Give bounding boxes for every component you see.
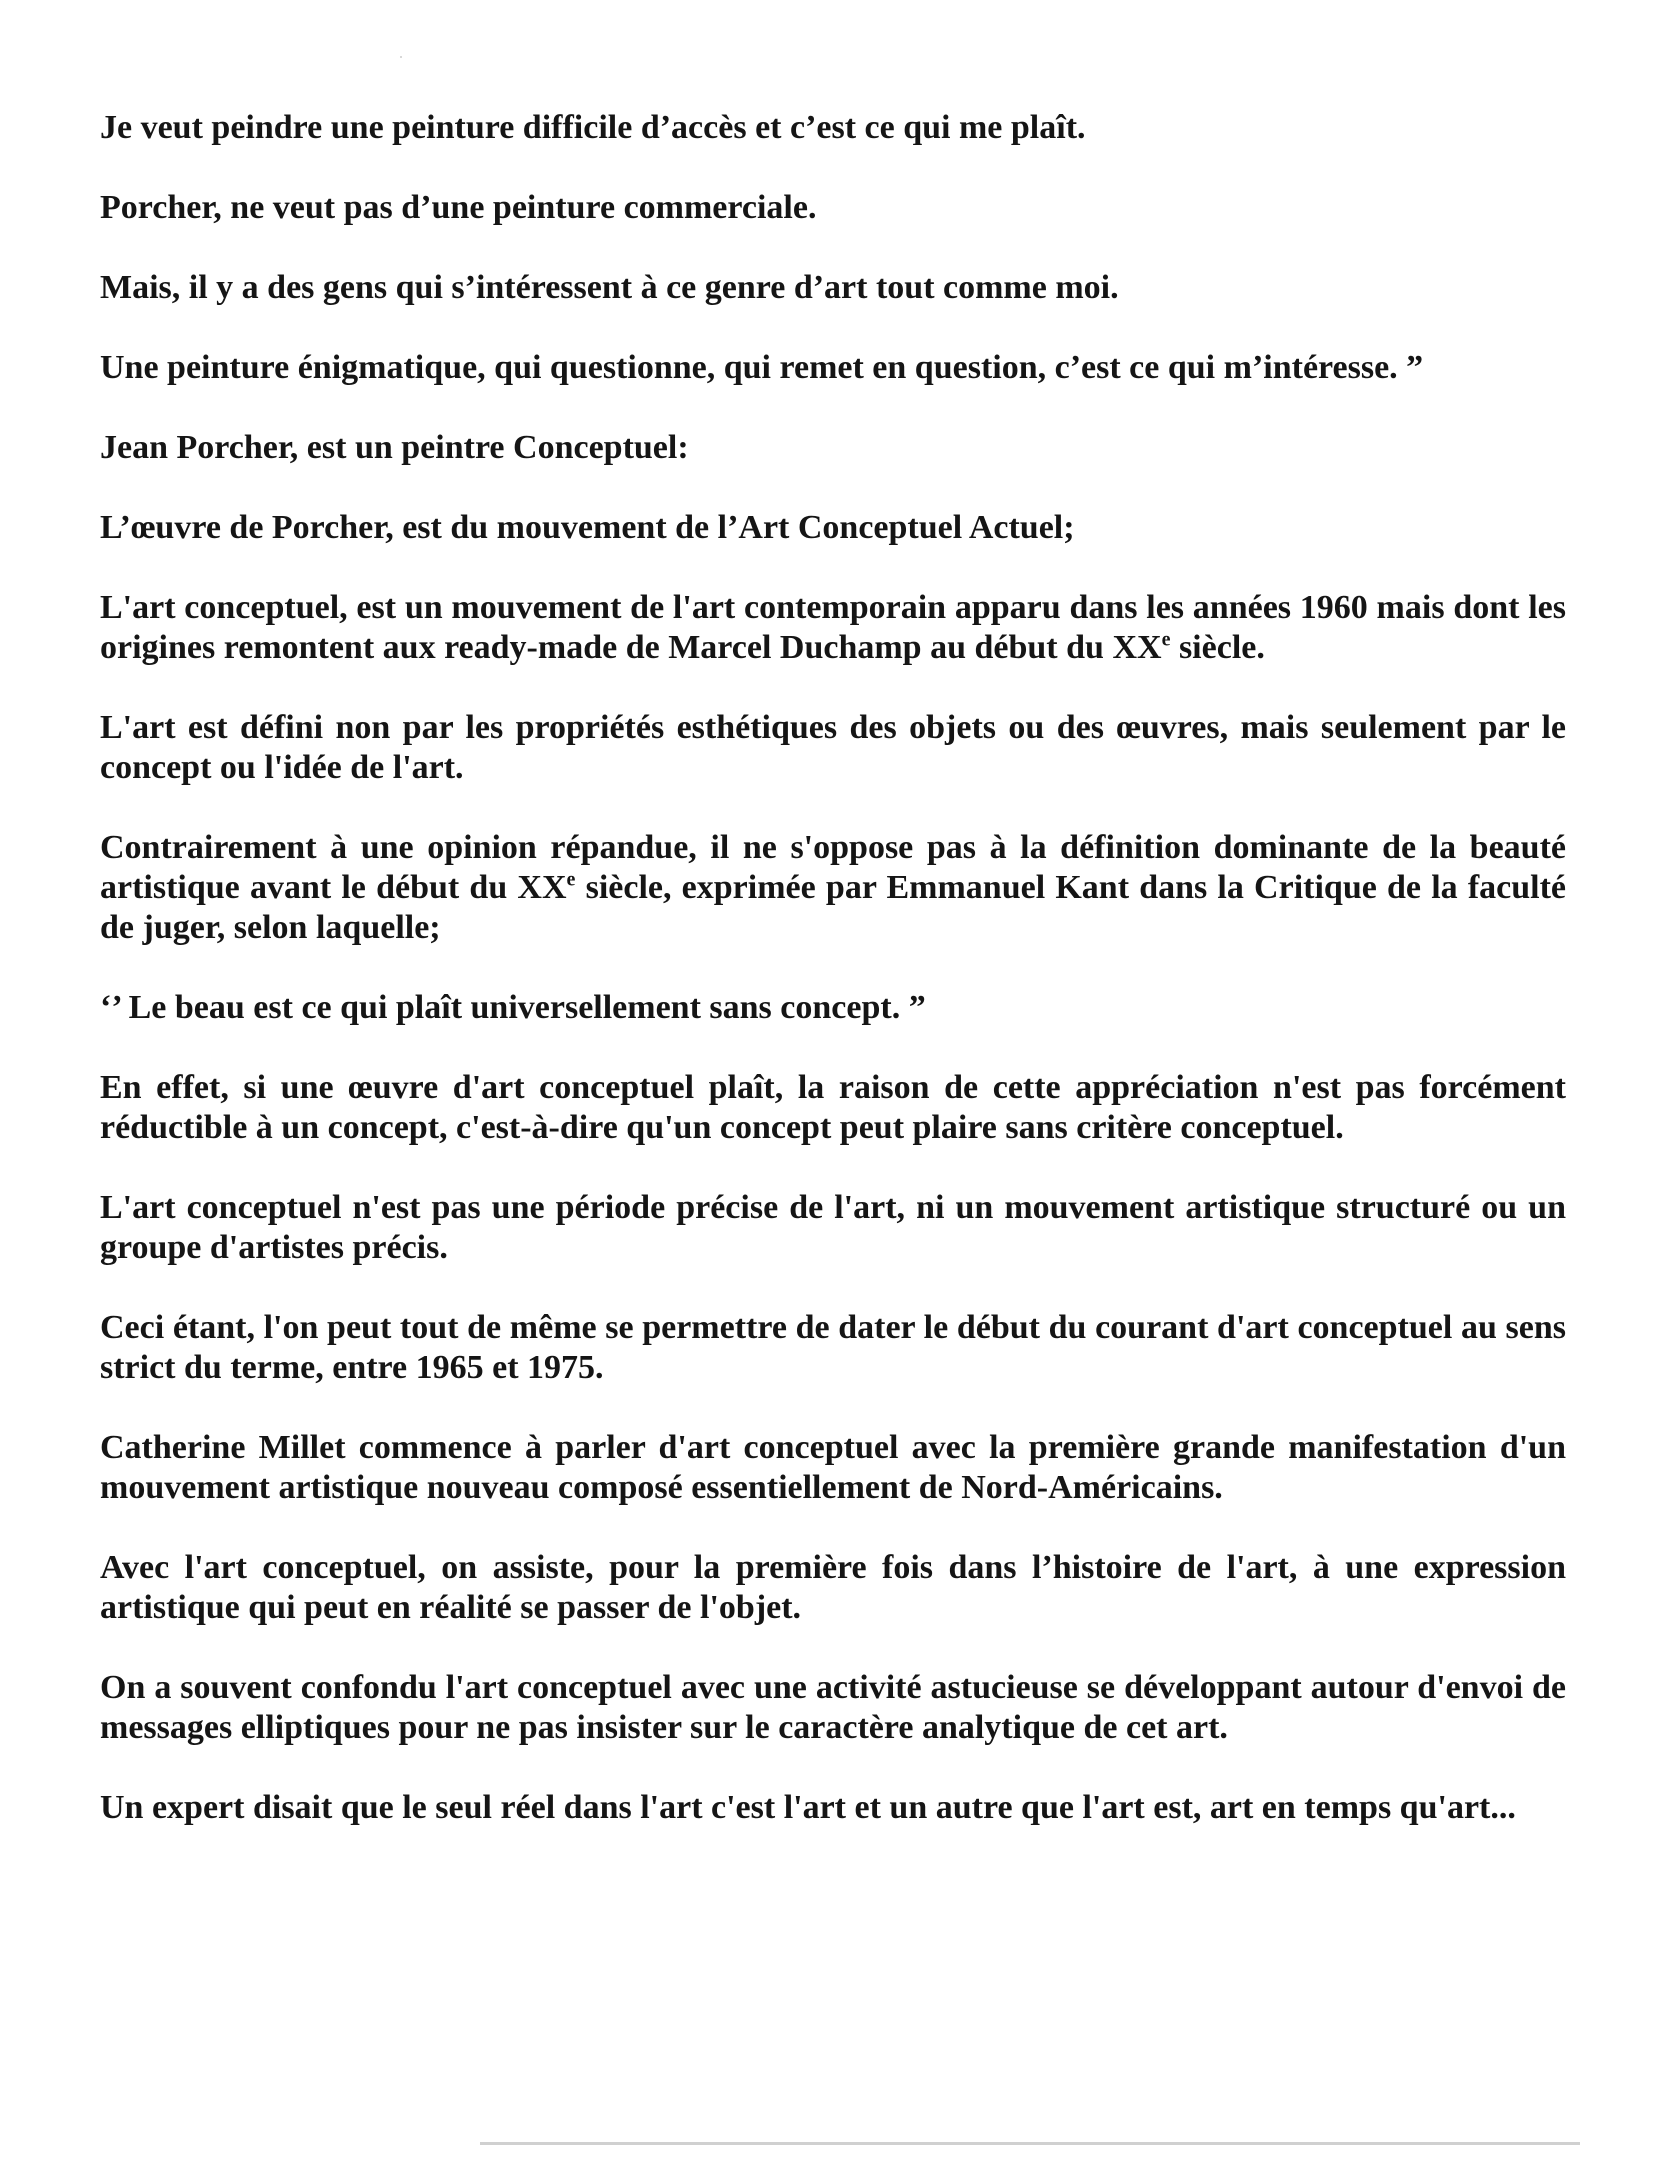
paragraph: On a souvent confondu l'art conceptuel avec une activité astucieuse se développant autour d'envoi de messages elliptiques pour ne pas insister sur le caractère analytique de cet art. xyxy=(100,1669,1566,1746)
document-body xyxy=(100,108,1566,1868)
paragraph: Un expert disait que le seul réel dans l'art c'est l'art et un autre que l'art est, art en temps qu'art... xyxy=(100,1789,1516,1826)
paragraph: Porcher, ne veut pas d’une peinture commerciale. xyxy=(100,189,817,226)
paragraph: Je veut peindre une peinture difficile d’accès et c’est ce qui me plaît. xyxy=(100,109,1086,146)
superscript: e xyxy=(566,868,576,891)
paragraph: L’œuvre de Porcher, est du mouvement de l’Art Conceptuel Actuel; xyxy=(100,509,1075,546)
paragraph: Catherine Millet commence à parler d'art conceptuel avec la première grande manifestation d'un mouvement artistique nouveau composé essentiellement de Nord-Américains. xyxy=(100,1429,1566,1506)
superscript: e xyxy=(1161,628,1171,651)
paragraph-text: Contrairement à une opinion répandue, il ne s'oppose pas à la définition dominante de la beauté artistique avant le début du XX xyxy=(100,829,1566,906)
paragraph: Une peinture énigmatique, qui questionne, qui remet en question, c’est ce qui m’intéresse. ” xyxy=(100,349,1424,386)
paragraph-text: siècle, exprimée par Emmanuel Kant dans la Critique de la faculté de juger, selon laquelle; xyxy=(100,869,1567,946)
scan-edge-line xyxy=(480,2142,1580,2145)
paragraph: L'art est défini non par les propriétés esthétiques des objets ou des œuvres, mais seulement par le concept ou l'idée de l'art. xyxy=(100,709,1566,786)
paragraph: En effet, si une œuvre d'art conceptuel plaît, la raison de cette appréciation n'est pas forcément réductible à un concept, c'est-à-dire qu'un concept peut plaire sans critère conceptuel. xyxy=(100,1069,1566,1146)
paragraph: Mais, il y a des gens qui s’intéressent à ce genre d’art tout comme moi. xyxy=(100,269,1119,306)
paragraph xyxy=(100,588,1566,668)
paragraph-text: siècle. xyxy=(1170,629,1265,666)
paragraph: Jean Porcher, est un peintre Conceptuel: xyxy=(100,429,689,466)
paragraph: Avec l'art conceptuel, on assiste, pour la première fois dans l’histoire de l'art, à une expression artistique qui peut en réalité se passer de l'objet. xyxy=(100,1549,1566,1626)
scan-speck xyxy=(400,56,402,58)
paragraph xyxy=(100,828,1566,948)
paragraph-text: L'art conceptuel, est un mouvement de l'art contemporain apparu dans les années 1960 mais dont les origines remontent aux ready-made de Marcel Duchamp au début du XX xyxy=(100,589,1566,666)
paragraph: L'art conceptuel n'est pas une période précise de l'art, ni un mouvement artistique structuré ou un groupe d'artistes précis. xyxy=(100,1189,1566,1266)
paragraph: Ceci étant, l'on peut tout de même se permettre de dater le début du courant d'art conceptuel au sens strict du terme, entre 1965 et 1975. xyxy=(100,1309,1566,1386)
quotation: ‘’ Le beau est ce qui plaît universellement sans concept. ” xyxy=(100,989,926,1026)
